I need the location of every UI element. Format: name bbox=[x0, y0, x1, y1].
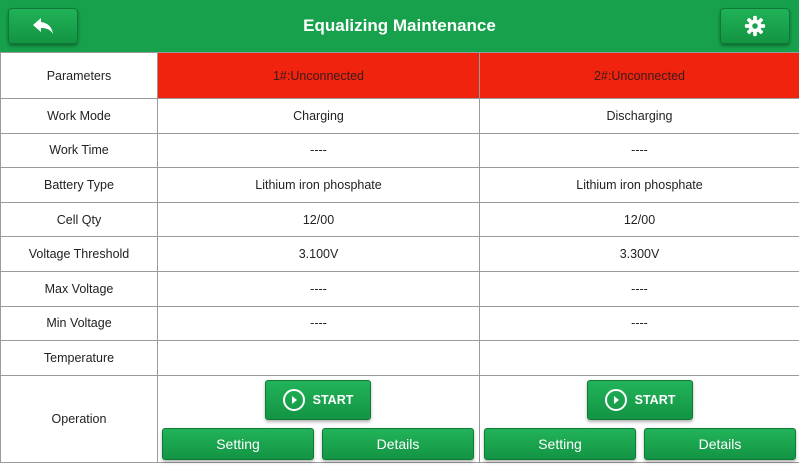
channel-2-start-button[interactable] bbox=[587, 380, 693, 420]
channel-1-operation bbox=[158, 375, 480, 462]
row-label: Min Voltage bbox=[1, 306, 158, 341]
channel-1-start-button[interactable] bbox=[265, 380, 371, 420]
settings-button[interactable] bbox=[720, 8, 790, 44]
parameters-table bbox=[0, 52, 799, 463]
channel-2-value bbox=[480, 341, 799, 376]
channel-1-value: Lithium iron phosphate bbox=[158, 168, 480, 203]
channel-2-value: ---- bbox=[480, 133, 799, 168]
page-title: Equalizing Maintenance bbox=[303, 16, 496, 35]
channel-2-status: 2#:Unconnected bbox=[480, 53, 799, 99]
channel-1-details-button[interactable]: Details bbox=[322, 428, 474, 460]
channel-2-value: 12/00 bbox=[480, 202, 799, 237]
table-row bbox=[1, 306, 799, 341]
start-label: START bbox=[312, 392, 354, 407]
row-label: Battery Type bbox=[1, 168, 158, 203]
table-row bbox=[1, 271, 799, 306]
table-header-row bbox=[1, 53, 799, 99]
row-label: Cell Qty bbox=[1, 202, 158, 237]
back-arrow-icon bbox=[32, 17, 54, 35]
channel-2-value: ---- bbox=[480, 271, 799, 306]
table-row bbox=[1, 202, 799, 237]
parameters-header: Parameters bbox=[1, 53, 158, 99]
channel-2-value: ---- bbox=[480, 306, 799, 341]
channel-1-setting-button[interactable]: Setting bbox=[162, 428, 314, 460]
operation-row bbox=[1, 375, 799, 462]
channel-1-value: 12/00 bbox=[158, 202, 480, 237]
table-row bbox=[1, 237, 799, 272]
gear-icon bbox=[744, 15, 766, 37]
channel-1-value bbox=[158, 341, 480, 376]
row-label: Max Voltage bbox=[1, 271, 158, 306]
channel-2-value: Discharging bbox=[480, 99, 799, 134]
operation-label: Operation bbox=[1, 375, 158, 462]
play-icon bbox=[605, 389, 627, 411]
start-label: START bbox=[634, 392, 676, 407]
channel-1-value: ---- bbox=[158, 271, 480, 306]
top-bar bbox=[0, 0, 799, 52]
table-row bbox=[1, 133, 799, 168]
channel-2-operation bbox=[480, 375, 799, 462]
row-label: Temperature bbox=[1, 341, 158, 376]
back-button[interactable] bbox=[8, 8, 78, 44]
channel-1-value: ---- bbox=[158, 133, 480, 168]
row-label: Work Mode bbox=[1, 99, 158, 134]
table-row bbox=[1, 341, 799, 376]
channel-1-value: Charging bbox=[158, 99, 480, 134]
channel-2-value: 3.300V bbox=[480, 237, 799, 272]
play-icon bbox=[283, 389, 305, 411]
channel-1-value: ---- bbox=[158, 306, 480, 341]
channel-1-status: 1#:Unconnected bbox=[158, 53, 480, 99]
table-row bbox=[1, 99, 799, 134]
channel-2-details-button[interactable]: Details bbox=[644, 428, 796, 460]
table-row bbox=[1, 168, 799, 203]
row-label: Voltage Threshold bbox=[1, 237, 158, 272]
channel-2-setting-button[interactable]: Setting bbox=[484, 428, 636, 460]
row-label: Work Time bbox=[1, 133, 158, 168]
channel-2-value: Lithium iron phosphate bbox=[480, 168, 799, 203]
channel-1-value: 3.100V bbox=[158, 237, 480, 272]
